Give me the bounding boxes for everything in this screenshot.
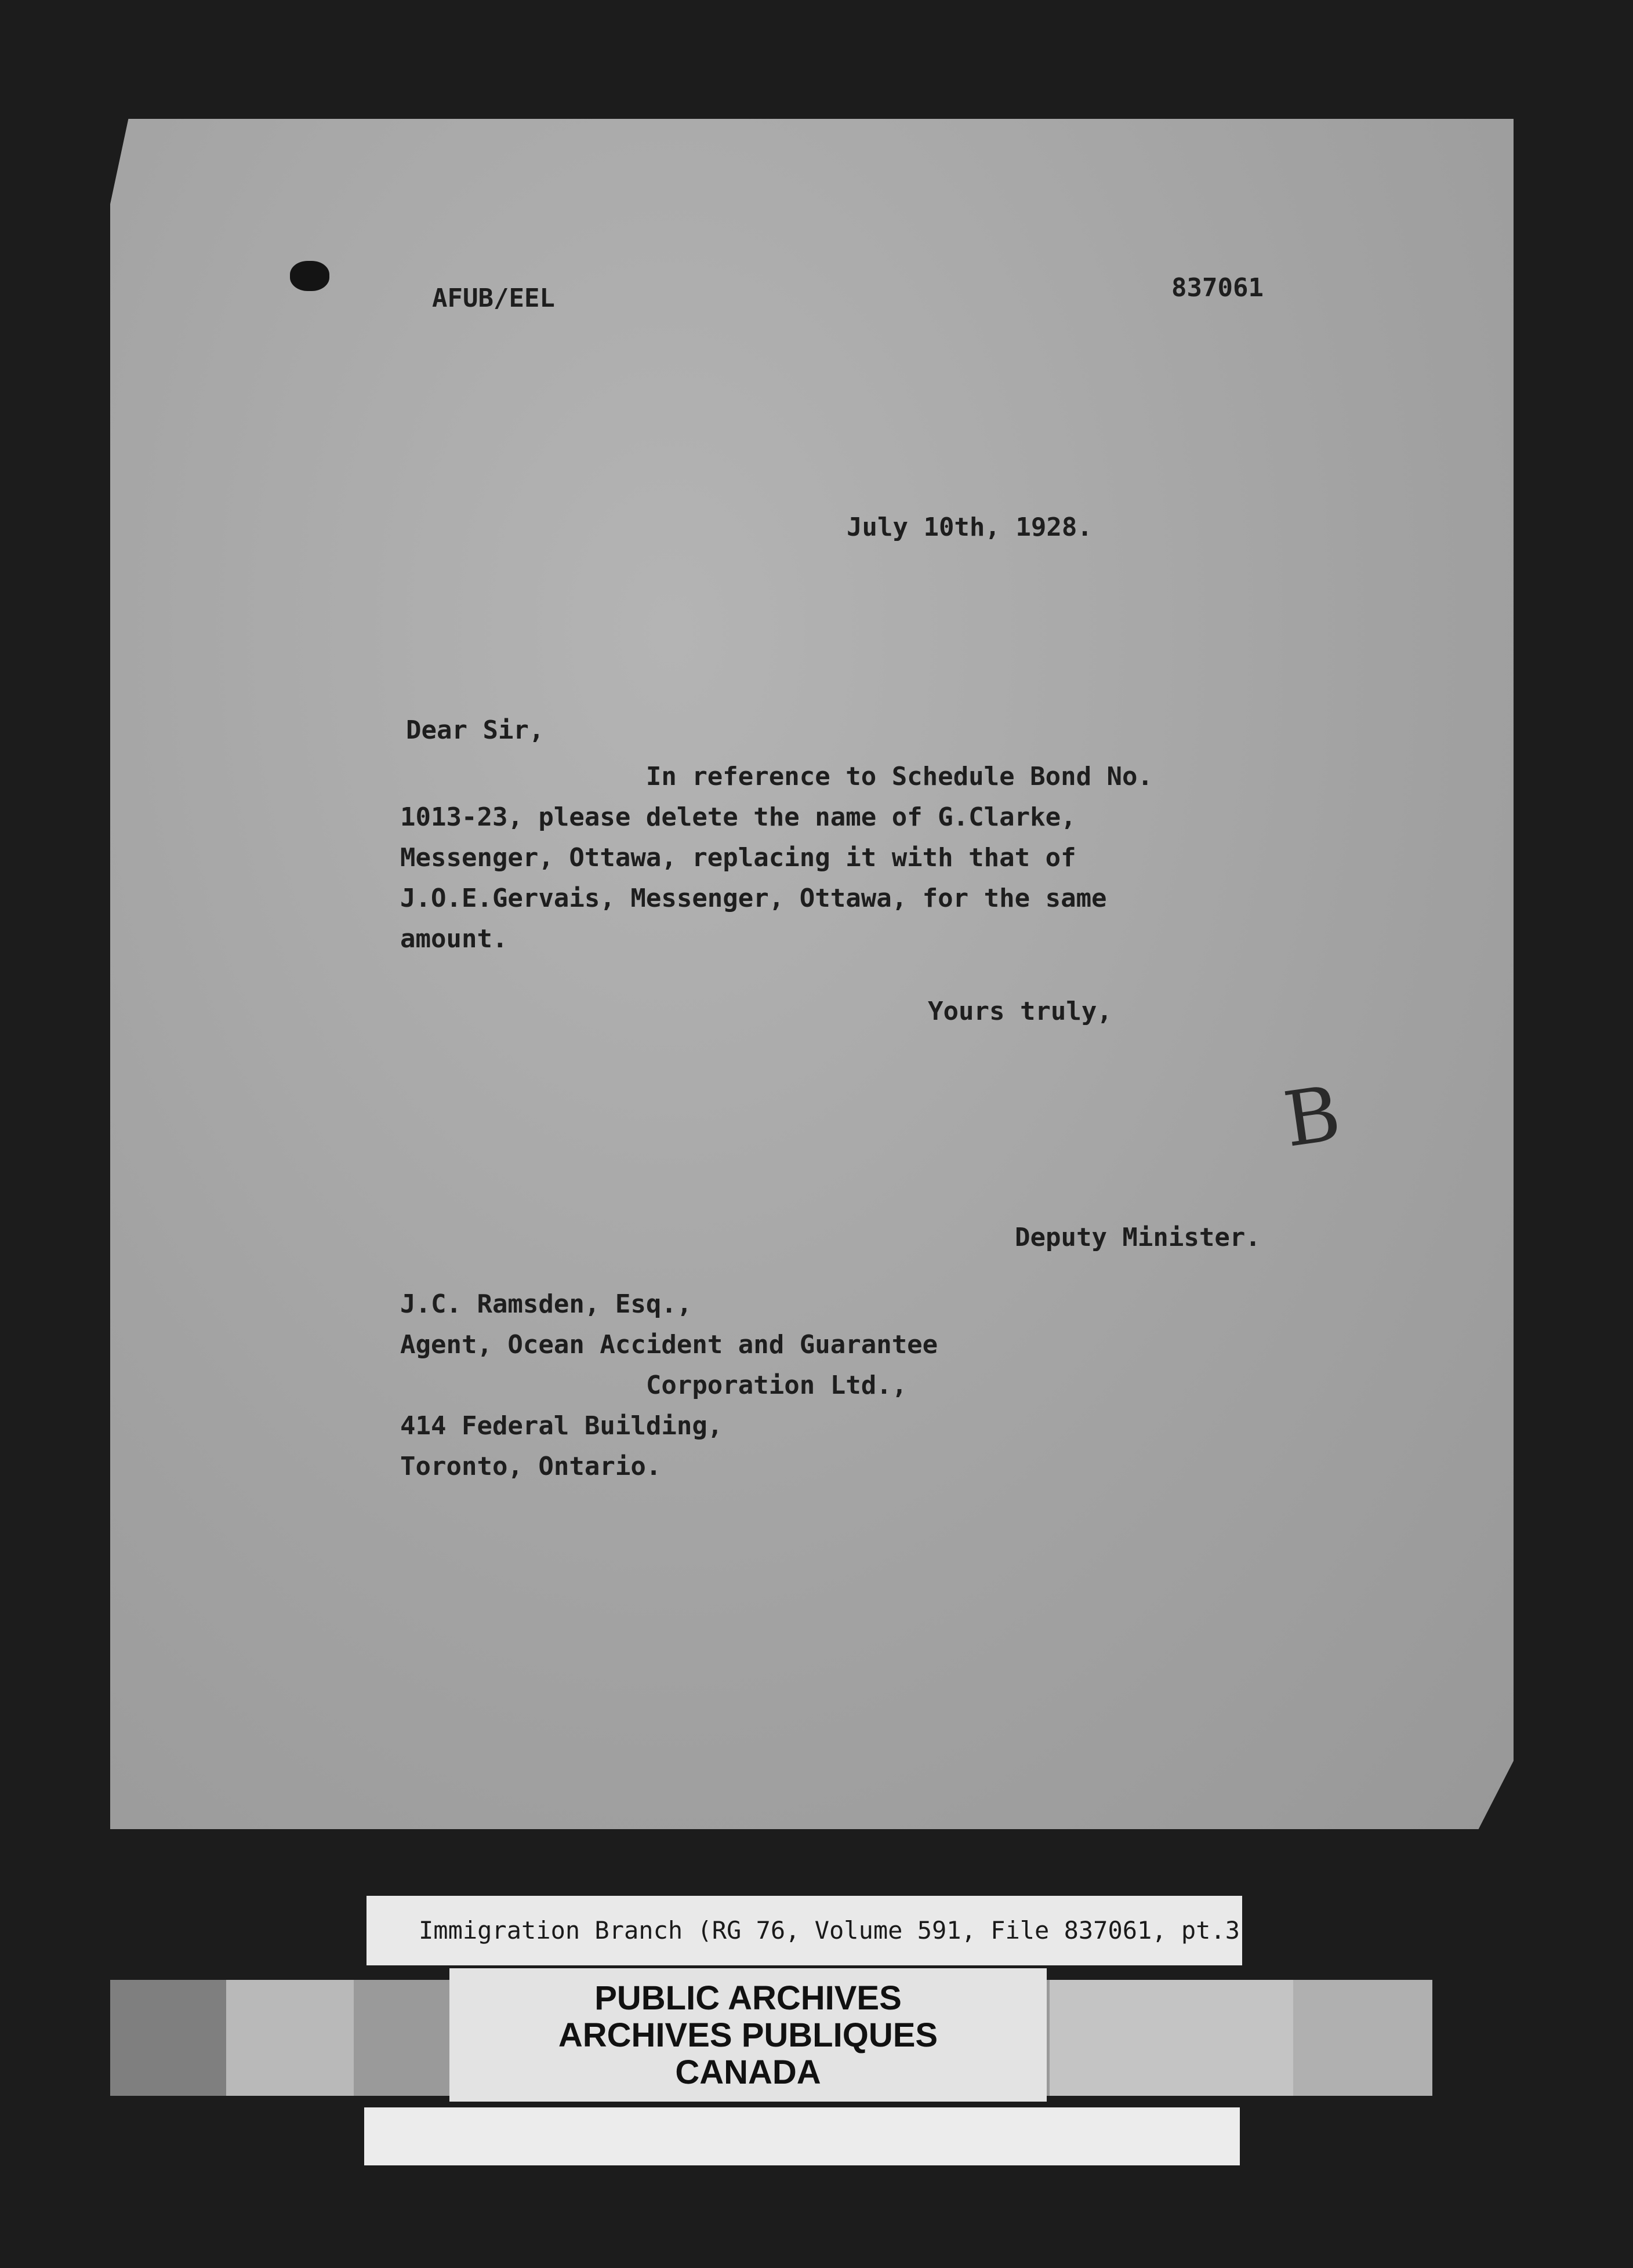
archive-reference-label: Immigration Branch (RG 76, Volume 591, File 837061, pt.3 — [366, 1896, 1242, 1965]
stamp-line-2: ARCHIVES PUBLIQUES — [558, 2016, 938, 2054]
closing: Yours truly, — [928, 997, 1112, 1026]
letter-page — [110, 119, 1514, 1829]
strip-segment — [1050, 1980, 1293, 2096]
strip-segment — [110, 1980, 226, 2096]
salutation: Dear Sir, — [406, 715, 545, 745]
strip-segment — [226, 1980, 354, 2096]
stamp-line-3: CANADA — [675, 2053, 821, 2091]
handwritten-mark: B — [1278, 1069, 1346, 1164]
letter-body: In reference to Schedule Bond No. 1013-23, please delete the name of G.Clarke, Messenger, Ottawa, replacing it with that of J.O.E.Gervais, Messenger, Ottawa, for the same amount. — [400, 762, 1153, 954]
blank-label — [364, 2107, 1240, 2165]
punch-hole — [290, 261, 329, 291]
archives-stamp — [449, 1968, 1047, 2102]
stamp-line-1: PUBLIC ARCHIVES — [594, 1979, 902, 2017]
file-number: 837061 — [1171, 273, 1264, 303]
letter-date: July 10th, 1928. — [847, 513, 1093, 542]
recipient-address: J.C. Ramsden, Esq., Agent, Ocean Accident and Guarantee Corporation Ltd., 414 Federal Building, Toronto, Ontario. — [400, 1289, 938, 1481]
strip-segment — [1293, 1980, 1432, 2096]
reference-initials: AFUB/EEL — [432, 284, 555, 313]
signature-title: Deputy Minister. — [1015, 1223, 1261, 1252]
